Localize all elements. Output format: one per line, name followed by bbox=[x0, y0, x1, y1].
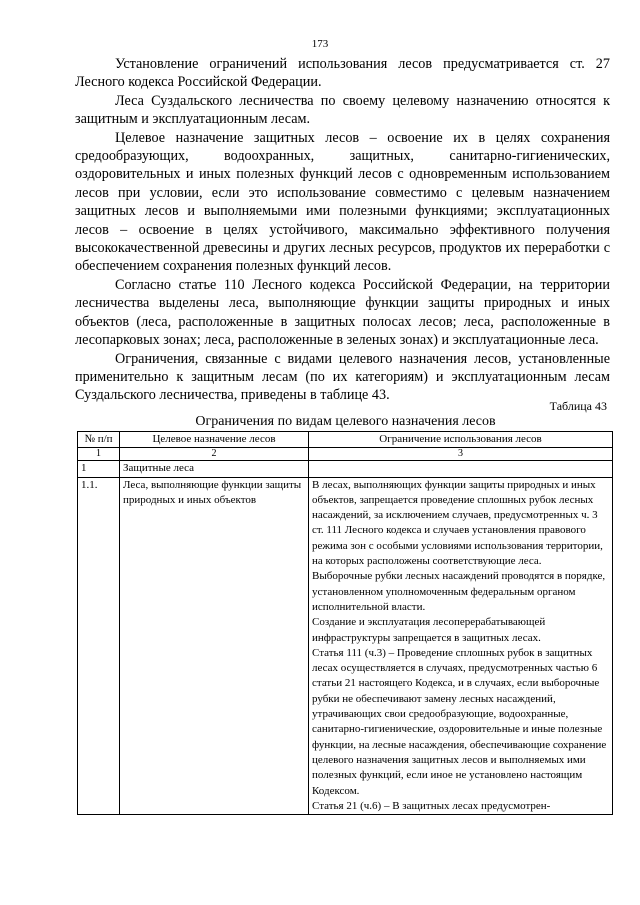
paragraph: Установление ограничений использования лесов предусматривается ст. 27 Лесного кодекса Российской Федерации. bbox=[75, 56, 610, 91]
row-purpose: Защитные леса bbox=[120, 461, 309, 477]
row-purpose: Леса, выполняющие функции защиты природных и иных объектов bbox=[120, 477, 309, 815]
column-number: 3 bbox=[309, 448, 613, 461]
body-text bbox=[75, 55, 610, 405]
header-limits: Ограничение использования лесов bbox=[309, 432, 613, 448]
limits-table bbox=[77, 431, 613, 815]
paragraph: Леса Суздальского лесничества по своему целевому назначению относятся к защитным и эксплуатационным лесам. bbox=[75, 92, 610, 128]
limit-paragraph: Создание и эксплуатация лесоперерабатывающей инфраструктуры запрещается в защитных лесах. bbox=[312, 616, 546, 644]
column-number: 1 bbox=[78, 448, 120, 461]
row-num: 1.1. bbox=[78, 477, 120, 815]
paragraph: Целевое назначение защитных лесов – освоение их в целях сохранения средообразующих, водоохранных, защитных, санитарно-гигиенических, оздоровительных и иных полезных функций лесов с одновременным использованием лесов при условии, если это использование совместимо с целевым назначением защитных лесов и выполняемыми ими полезными функциями; эксплуатационных лесов – освоение в целях устойчивого, максимально эффективного получения высококачественной древесины и других лесных ресурсов, продуктов их переработки с обеспечением сохранения полезных функций лесов. bbox=[75, 129, 610, 275]
row-limits bbox=[309, 461, 613, 477]
paragraph: Согласно статье 110 Лесного кодекса Российской Федерации, на территории лесничества выделены леса, выполняющие функции защиты природных и иных объектов (леса, расположенные в защитных полосах лесов; леса, расположенные в лесопарковых зонах; леса, расположенные в зеленых зонах) и эксплуатационные леса. bbox=[75, 276, 610, 349]
paragraph: Ограничения, связанные с видами целевого назначения лесов, установленные применительно к защитным лесам (по их категориям) и эксплуатационным лесам Суздальского лесничества, приведены в таблице 43. bbox=[75, 350, 610, 404]
header-num: № п/п bbox=[78, 432, 120, 448]
table-header-row bbox=[78, 432, 613, 448]
page-number: 173 bbox=[311, 38, 329, 50]
limit-paragraph: Статья 21 (ч.6) – В защитных лесах предусмотрен- bbox=[312, 799, 551, 812]
column-number-row bbox=[78, 448, 613, 461]
limit-paragraph: Выборочные рубки лесных насаждений проводятся в порядке, установленном уполномоченным федеральным органом исполнительной власти. bbox=[312, 570, 606, 613]
row-limits bbox=[309, 477, 613, 815]
row-num: 1 bbox=[78, 461, 120, 477]
limit-paragraph: В лесах, выполняющих функции защиты природных и иных объектов, запрещается проведение сплошных рубок лесных насаждений, за исключением случаев, предусмотренных ч. 3 ст. 111 Лесного кодекса и случаев установления правового режима зон с особыми условиями использования территории, на которых расположены соответствующие леса. bbox=[312, 478, 603, 568]
header-purpose: Целевое назначение лесов bbox=[120, 432, 309, 448]
table-title: Ограничения по видам целевого назначения лесов bbox=[195, 414, 496, 429]
limit-paragraph: Статья 111 (ч.3) – Проведение сплошных рубок в защитных лесах осуществляется в случаях, предусмотренных частью 6 статьи 21 настоящего Кодекса, и в случаях, если выборочные рубки не обеспечивают замену лесных насаждений, утрачивающих свои средообразующие, водоохранные, санитарно-гигиенические, оздоровительные и иные полезные функции, на лесные насаждения, обеспечивающие сохранение целевого назначения защитных лесов и выполняемых ими полезных функций, если иное не установлено настоящим Кодексом. bbox=[312, 646, 607, 797]
table-row bbox=[78, 477, 613, 815]
table-row bbox=[78, 461, 613, 477]
column-number: 2 bbox=[120, 448, 309, 461]
table-caption: Таблица 43 bbox=[549, 399, 607, 413]
